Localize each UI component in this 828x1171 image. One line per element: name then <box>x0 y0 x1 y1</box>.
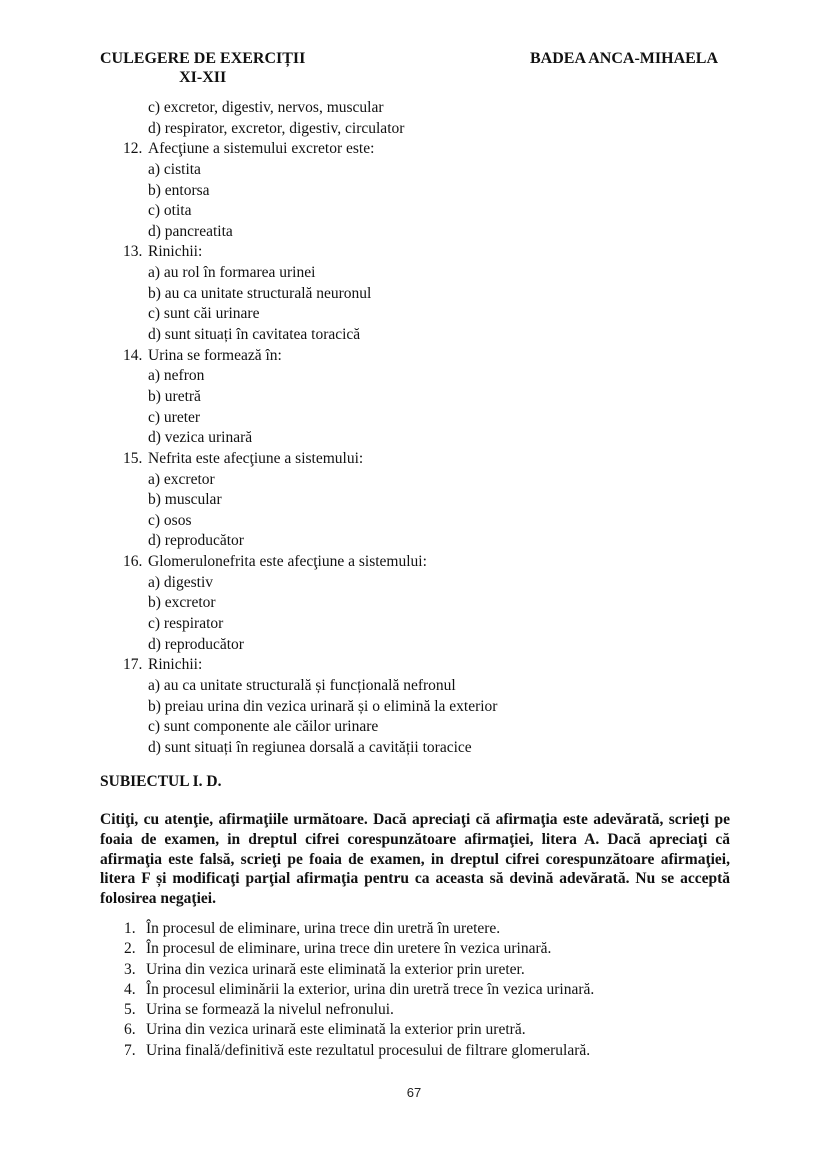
statement-number: 7. <box>124 1041 136 1059</box>
option: a) cistita <box>148 160 201 178</box>
header-title-line1: CULEGERE DE EXERCIȚII <box>100 50 306 67</box>
option: b) excretor <box>148 594 216 612</box>
statement-number: 5. <box>124 1001 136 1019</box>
section-title: SUBIECTUL I. D. <box>100 773 222 790</box>
statement-number: 3. <box>124 960 136 978</box>
question-text: Rinichii: <box>148 656 203 674</box>
question-text: Nefrita este afecţiune a sistemului: <box>148 449 364 467</box>
option: d) reproducător <box>148 532 244 550</box>
option: c) otita <box>148 202 192 220</box>
option: b) preiau urina din vezica urinară și o elimină la exterior <box>148 697 498 715</box>
statement-item <box>0 960 828 980</box>
section-instructions: Citiţi, cu atenţie, afirmaţiile următoare. Dacă apreciaţi că afirmaţia este adevărată, scrieţi pe foaia de examen, in dreptul cifrei corespunzătoare afirmaţiei, litera A. Dacă apreciaţi că afirmaţia este falsă, scrieţi pe foaia de examen, in dreptul cifrei corespunzătoare afirmaţiei, litera F și modificaţi parţial afirmaţia pentru ca aceasta să devină adevărată. Nu se acceptă folosirea negaţiei. <box>100 811 730 908</box>
statement-text: Urina din vezica urinară este eliminată la exterior prin ureter. <box>146 960 525 978</box>
question-12 <box>0 139 828 160</box>
statement-item <box>0 919 828 939</box>
question-list <box>0 98 828 759</box>
option: a) excretor <box>148 470 215 488</box>
statement-number: 6. <box>124 1021 136 1039</box>
question-16 <box>0 552 828 573</box>
option: c) osos <box>148 511 192 529</box>
statement-item <box>0 939 828 959</box>
statement-text: În procesul de eliminare, urina trece din uretere în vezica urinară. <box>146 940 552 958</box>
statement-item <box>0 980 828 1000</box>
question-number: 15. <box>123 449 143 467</box>
statement-text: În procesul eliminării la exterior, urina din uretră trece în vezica urinară. <box>146 980 595 998</box>
question-number: 13. <box>123 243 143 261</box>
question-text: Urina se formează în: <box>148 346 282 364</box>
statement-text: Urina finală/definitivă este rezultatul procesului de filtrare glomerulară. <box>146 1041 591 1059</box>
option: a) digestiv <box>148 573 213 591</box>
option: c) sunt componente ale căilor urinare <box>148 718 379 736</box>
question-number: 14. <box>123 346 143 364</box>
statement-list <box>0 919 828 1061</box>
option: c) respirator <box>148 615 224 633</box>
continued-option: d) respirator, excretor, digestiv, circulator <box>148 119 405 137</box>
option: b) muscular <box>148 491 222 509</box>
option: a) nefron <box>148 367 205 385</box>
option: d) sunt situați în regiunea dorsală a cavității toracice <box>148 738 472 756</box>
option: c) sunt căi urinare <box>148 305 260 323</box>
continued-option: c) excretor, digestiv, nervos, muscular <box>148 99 384 116</box>
statement-text: Urina se formează la nivelul nefronului. <box>146 1001 394 1019</box>
statement-number: 1. <box>124 920 136 937</box>
question-text: Rinichii: <box>148 243 203 261</box>
question-14 <box>0 346 828 367</box>
header-title-line2: XI-XII <box>179 69 227 86</box>
option: b) uretră <box>148 387 201 405</box>
statement-text: În procesul de eliminare, urina trece din uretră în uretere. <box>146 920 501 937</box>
question-15 <box>0 449 828 470</box>
option: d) pancreatita <box>148 222 233 240</box>
option: b) entorsa <box>148 181 210 199</box>
question-13 <box>0 242 828 263</box>
option: d) reproducător <box>148 635 244 653</box>
option: b) au ca unitate structurală neuronul <box>148 284 372 302</box>
option: d) sunt situați în cavitatea toracică <box>148 326 361 344</box>
statement-item <box>0 1041 828 1061</box>
page-number: 67 <box>406 1085 422 1100</box>
header-book-title <box>100 49 305 87</box>
option: a) au rol în formarea urinei <box>148 264 316 282</box>
question-number: 16. <box>123 553 143 571</box>
option: c) ureter <box>148 408 201 426</box>
question-17 <box>0 655 828 676</box>
statement-item <box>0 1000 828 1020</box>
option: d) vezica urinară <box>148 429 253 447</box>
question-text: Afecţiune a sistemului excretor este: <box>148 140 375 158</box>
option: a) au ca unitate structurală și funcțională nefronul <box>148 676 456 694</box>
question-text: Glomerulonefrita este afecţiune a sistemului: <box>148 553 427 571</box>
question-number: 12. <box>123 140 143 158</box>
statement-text: Urina din vezica urinară este eliminată la exterior prin uretră. <box>146 1021 526 1039</box>
statement-item <box>0 1020 828 1040</box>
question-number: 17. <box>123 656 143 674</box>
statement-number: 4. <box>124 980 136 998</box>
statement-number: 2. <box>124 940 136 958</box>
header-author: BADEA ANCA-MIHAELA <box>530 50 719 67</box>
